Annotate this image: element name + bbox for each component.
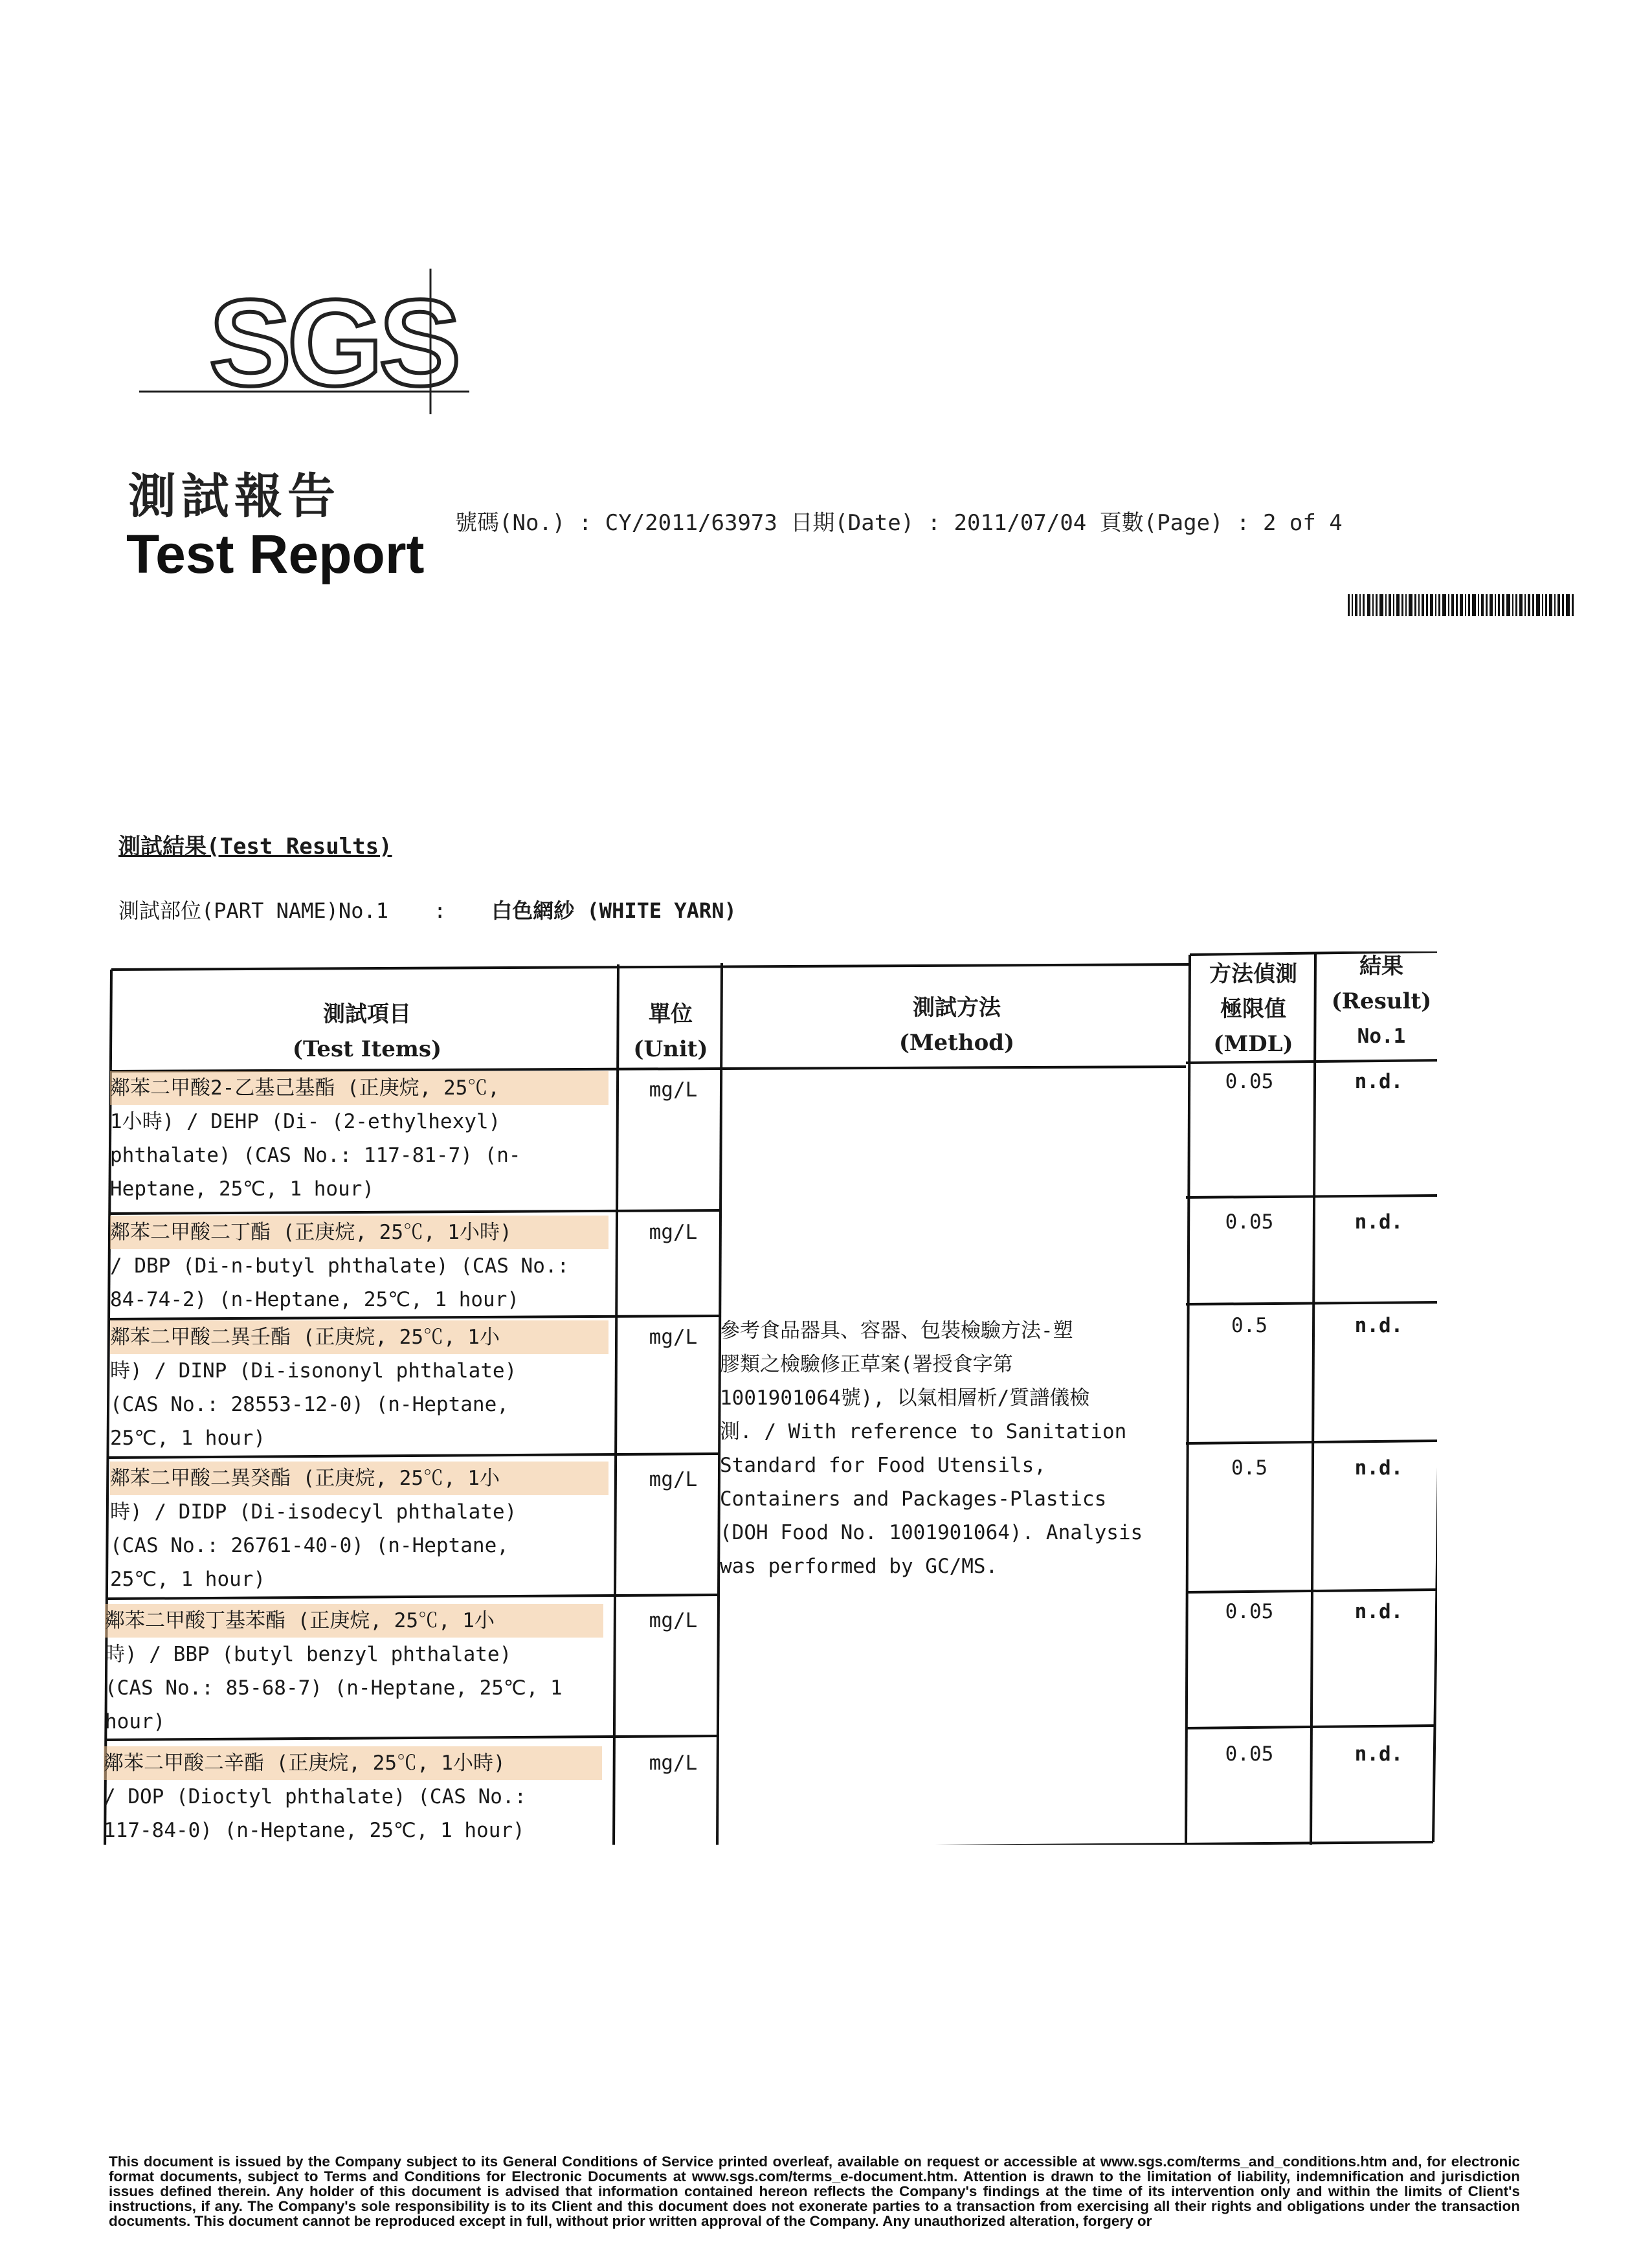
item-line: Heptane, 25℃, 1 hour) — [110, 1177, 375, 1201]
item-line: 84-74-2) (n-Heptane, 25℃, 1 hour) — [110, 1288, 520, 1311]
method-line: 1001901064號), 以氣相層析/質譜儀檢 — [720, 1386, 1090, 1410]
report-title: Test Report — [126, 524, 425, 584]
row-result: n.d. — [1354, 1210, 1403, 1234]
row-mdl: 0.5 — [1231, 1456, 1267, 1480]
test-results-heading: 測試結果(Test Results) — [118, 834, 392, 860]
row-mdl: 0.05 — [1225, 1070, 1274, 1093]
row-unit: mg/L — [649, 1078, 698, 1102]
header-mdl-line2: 極限值 — [1220, 996, 1286, 1022]
item-line: / DOP (Dioctyl phthalate) (CAS No.: — [104, 1785, 527, 1808]
footer-disclaimer: This document is issued by the Company subject to its General Conditions of Service printed overleaf, available on request or accessible at www.sgs.com/terms_and_conditions.htm and, for electronic format documents, subject to Terms and Conditions for Electronic Documents at www.sgs.com/terms_e-document.htm. Attention is drawn to the limitation of liability, indemnification and jurisdiction issues defined therein. Any holder of this document is advised that information contained hereon reflects the Company's findings at the time of its intervention only and within the limits of Client's instructions, if any. The Company's sole responsibility is to its Client and this document does not exonerate parties to a transaction from exercising all their rights and obligations under the transaction documents. This document cannot be reproduced except in full, without prior written approval of the Company. Any unauthorized alteration, forgery or — [109, 2153, 1520, 2229]
part-name-label: 測試部位(PART NAME)No.1 — [118, 898, 388, 923]
item-line: 鄰苯二甲酸2-乙基己基酯 (正庚烷, 25℃, — [110, 1071, 608, 1105]
item-line: 25℃, 1 hour) — [110, 1427, 266, 1450]
item-line: 鄰苯二甲酸二辛酯 (正庚烷, 25℃, 1小時) — [104, 1746, 602, 1780]
report-meta-line: 號碼(No.) : CY/2011/63973 日期(Date) : 2011/07/04 頁數(Page) : 2 of 4 — [455, 510, 1343, 536]
item-line: 鄰苯二甲酸二丁酯 (正庚烷, 25℃, 1小時) — [110, 1216, 608, 1249]
row-result: n.d. — [1354, 1742, 1403, 1766]
item-line: (CAS No.: 26761-40-0) (n-Heptane, — [110, 1534, 509, 1557]
row-unit: mg/L — [649, 1751, 698, 1775]
table-row-item — [110, 1320, 608, 1455]
barcode — [1348, 594, 1574, 616]
method-line: (DOH Food No. 1001901064). Analysis — [720, 1521, 1143, 1544]
header-mdl — [1190, 957, 1317, 1062]
sgs-logo — [139, 256, 476, 424]
table-row-item — [110, 1216, 608, 1317]
row-unit: mg/L — [649, 1609, 698, 1632]
header-method-en: (Method) — [899, 1030, 1015, 1056]
header-result — [1317, 949, 1446, 1054]
header-method-zh: 測試方法 — [913, 995, 1001, 1021]
row-unit: mg/L — [649, 1326, 698, 1349]
item-line: (CAS No.: 85-68-7) (n-Heptane, 25℃, 1 — [105, 1676, 563, 1700]
report-title-chinese: 測試報告 — [128, 469, 340, 524]
row-mdl: 0.05 — [1225, 1742, 1274, 1766]
header-mdl-line3: (MDL) — [1213, 1031, 1293, 1057]
row-result: n.d. — [1354, 1070, 1403, 1093]
header-result-line1: 結果 — [1359, 953, 1403, 979]
header-unit-zh: 單位 — [649, 1001, 693, 1027]
item-line: 時) / DINP (Di-isononyl phthalate) — [110, 1359, 517, 1383]
header-result-line2: (Result) — [1331, 988, 1432, 1014]
item-line: phthalate) (CAS No.: 117-81-7) (n- — [110, 1144, 521, 1167]
method-line: 參考食品器具、容器、包裝檢驗方法-塑 — [720, 1319, 1073, 1342]
header-method — [724, 990, 1190, 1060]
item-line: 鄰苯二甲酸丁基苯酯 (正庚烷, 25℃, 1小 — [105, 1604, 603, 1638]
item-line: hour) — [105, 1710, 166, 1733]
header-unit-en: (Unit) — [633, 1036, 708, 1062]
row-unit: mg/L — [649, 1468, 698, 1491]
header-test-items-en: (Test Items) — [292, 1036, 442, 1062]
header-result-line3: No.1 — [1357, 1025, 1406, 1048]
row-unit: mg/L — [649, 1221, 698, 1244]
part-name-colon: : — [434, 898, 447, 923]
item-line: 25℃, 1 hour) — [110, 1568, 266, 1591]
header-test-items-zh: 測試項目 — [323, 1001, 411, 1027]
item-line: 117-84-0) (n-Heptane, 25℃, 1 hour) — [104, 1819, 525, 1842]
part-name-line — [118, 895, 737, 924]
item-line: 鄰苯二甲酸二異壬酯 (正庚烷, 25℃, 1小 — [110, 1320, 608, 1354]
row-mdl: 0.05 — [1225, 1210, 1274, 1234]
part-name-value: 白色網紗 (WHITE YARN) — [491, 898, 737, 923]
method-line: 膠類之檢驗修正草案(署授食字第 — [720, 1353, 1013, 1376]
table-row-item — [110, 1071, 608, 1206]
header-unit — [620, 997, 721, 1067]
table-row-item — [105, 1604, 603, 1739]
table-row-item — [104, 1746, 602, 1847]
method-line: Standard for Food Utensils, — [720, 1454, 1046, 1477]
item-line: / DBP (Di-n-butyl phthalate) (CAS No.: — [110, 1254, 570, 1278]
header-test-items — [111, 997, 623, 1067]
logo-text: SGS — [209, 274, 458, 412]
item-line: 時) / BBP (butyl benzyl phthalate) — [105, 1643, 512, 1666]
row-mdl: 0.5 — [1231, 1314, 1267, 1337]
row-result: n.d. — [1354, 1600, 1403, 1623]
row-result: n.d. — [1354, 1456, 1403, 1480]
row-result: n.d. — [1354, 1314, 1403, 1337]
method-line: Containers and Packages-Plastics — [720, 1487, 1107, 1511]
row-mdl: 0.05 — [1225, 1600, 1274, 1623]
method-description — [720, 1314, 1173, 1583]
method-line: 測. / With reference to Sanitation — [720, 1420, 1127, 1443]
method-line: was performed by GC/MS. — [720, 1555, 998, 1578]
table-row-item — [110, 1462, 608, 1596]
item-line: 1小時) / DEHP (Di- (2-ethylhexyl) — [110, 1110, 501, 1133]
item-line: 時) / DIDP (Di-isodecyl phthalate) — [110, 1500, 517, 1524]
item-line: 鄰苯二甲酸二異癸酯 (正庚烷, 25℃, 1小 — [110, 1462, 608, 1495]
header-mdl-line1: 方法偵測 — [1209, 961, 1297, 987]
item-line: (CAS No.: 28553-12-0) (n-Heptane, — [110, 1393, 509, 1416]
